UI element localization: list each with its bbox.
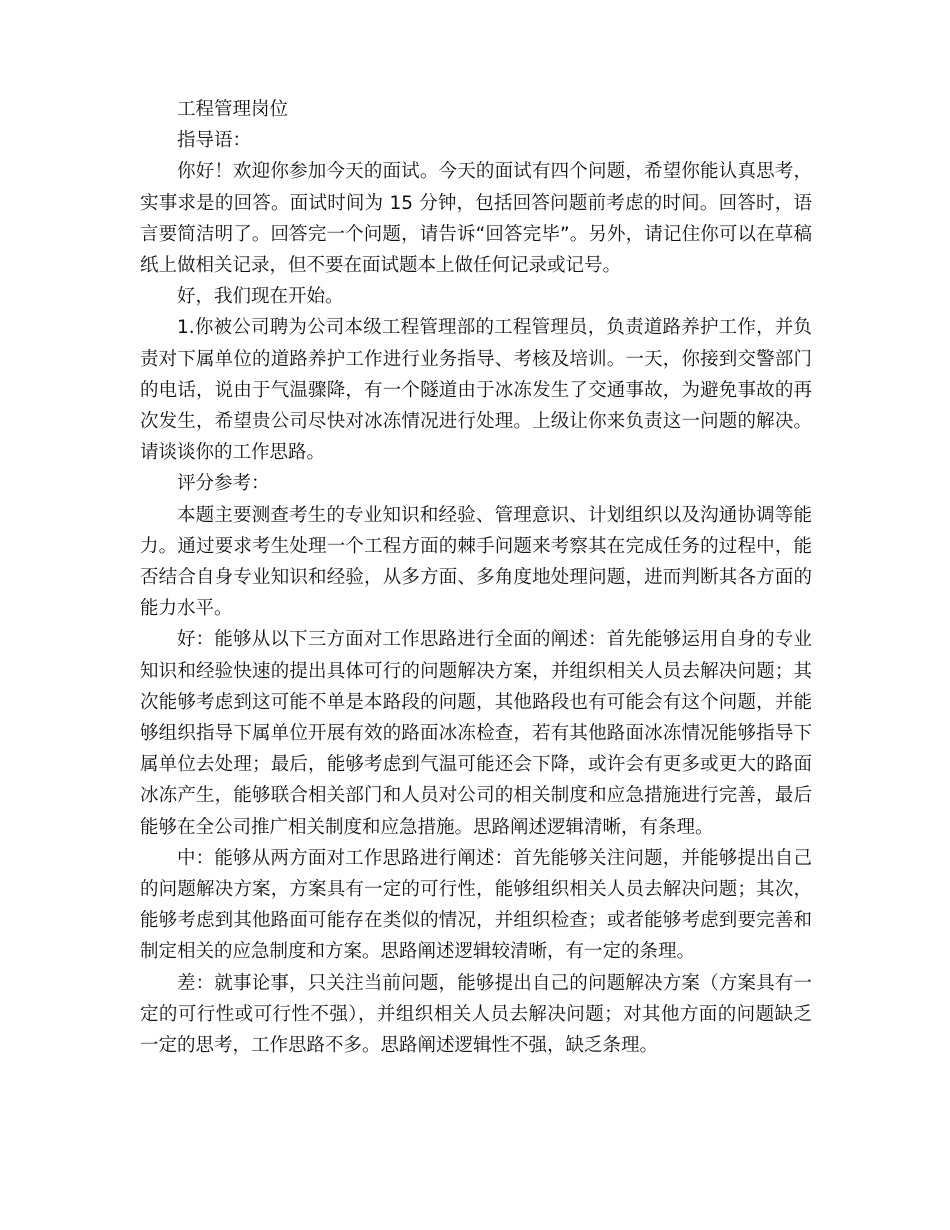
level-good-paragraph: 好：能够从以下三方面对工作思路进行全面的阐述：首先能够运用自身的专业知识和经验快速的提出具体可行的问题解决方案，并组织相关人员去解决问题；其次能够考虑到这可能不单是本路段的问题，其他路段也有可能会有这个问题，并能够组织指导下属单位开展有效的路面冰冻检查，若有其他路面冰冻情况能够指导下属单位去处理；最后，能够考虑到气温可能还会下降，或许会有更多或更大的路面冰冻产生，能够联合相关部门和人员对公司的相关制度和应急措施进行完善，最后能够在全公司推广相关制度和应急措施。思路阐述逻辑清晰，有条理。 xyxy=(140,629,812,838)
scoring-intro-paragraph: 本题主要测查考生的专业知识和经验、管理意识、计划组织以及沟通协调等能力。通过要求考生处理一个工程方面的棘手问题来考察其在完成任务的过程中，能否结合自身专业知识和经验，从多方面、多角度地处理问题，进而判断其各方面的能力水平。 xyxy=(140,504,812,620)
question-1-paragraph: 1.你被公司聘为公司本级工程管理部的工程管理员，负责道路养护工作，并负责对下属单位的道路养护工作进行业务指导、考核及培训。一天，你接到交警部门的电话，说由于气温骤降，有一个隧道由于冰冻发生了交通事故，为避免事故的再次发生，希望贵公司尽快对冰冻情况进行处理。上级让你来负责这一问题的解决。请谈谈你的工作思路。 xyxy=(140,317,812,464)
start-paragraph: 好，我们现在开始。 xyxy=(177,286,344,308)
level-poor-paragraph: 差：就事论事，只关注当前问题，能够提出自己的问题解决方案（方案具有一定的可行性或可行性不强），并组织相关人员去解决问题；对其他方面的问题缺乏一定的思考，工作思路不多。思路阐述逻辑性不强，缺乏条理。 xyxy=(140,972,812,1057)
scoring-label: 评分参考： xyxy=(177,473,270,495)
guide-label: 指导语： xyxy=(177,130,252,152)
intro-paragraph: 你好！欢迎你参加今天的面试。今天的面试有四个问题，希望你能认真思考，实事求是的回答。面试时间为 15 分钟，包括回答问题前考虑的时间。回答时，语言要简洁明了。回答完一个问题，请告诉“回答完毕”。另外，请记住你可以在草稿纸上做相关记录，但不要在面试题本上做任何记录或记号。 xyxy=(140,161,812,277)
level-medium-paragraph: 中：能够从两方面对工作思路进行阐述：首先能够关注问题，并能够提出自己的问题解决方案，方案具有一定的可行性，能够组织相关人员去解决问题；其次，能够考虑到其他路面可能存在类似的情况，并组织检查；或者能够考虑到要完善和制定相关的应急制度和方案。思路阐述逻辑较清晰，有一定的条理。 xyxy=(140,847,812,963)
document-heading: 工程管理岗位 xyxy=(177,99,289,120)
document-body xyxy=(140,94,812,1061)
